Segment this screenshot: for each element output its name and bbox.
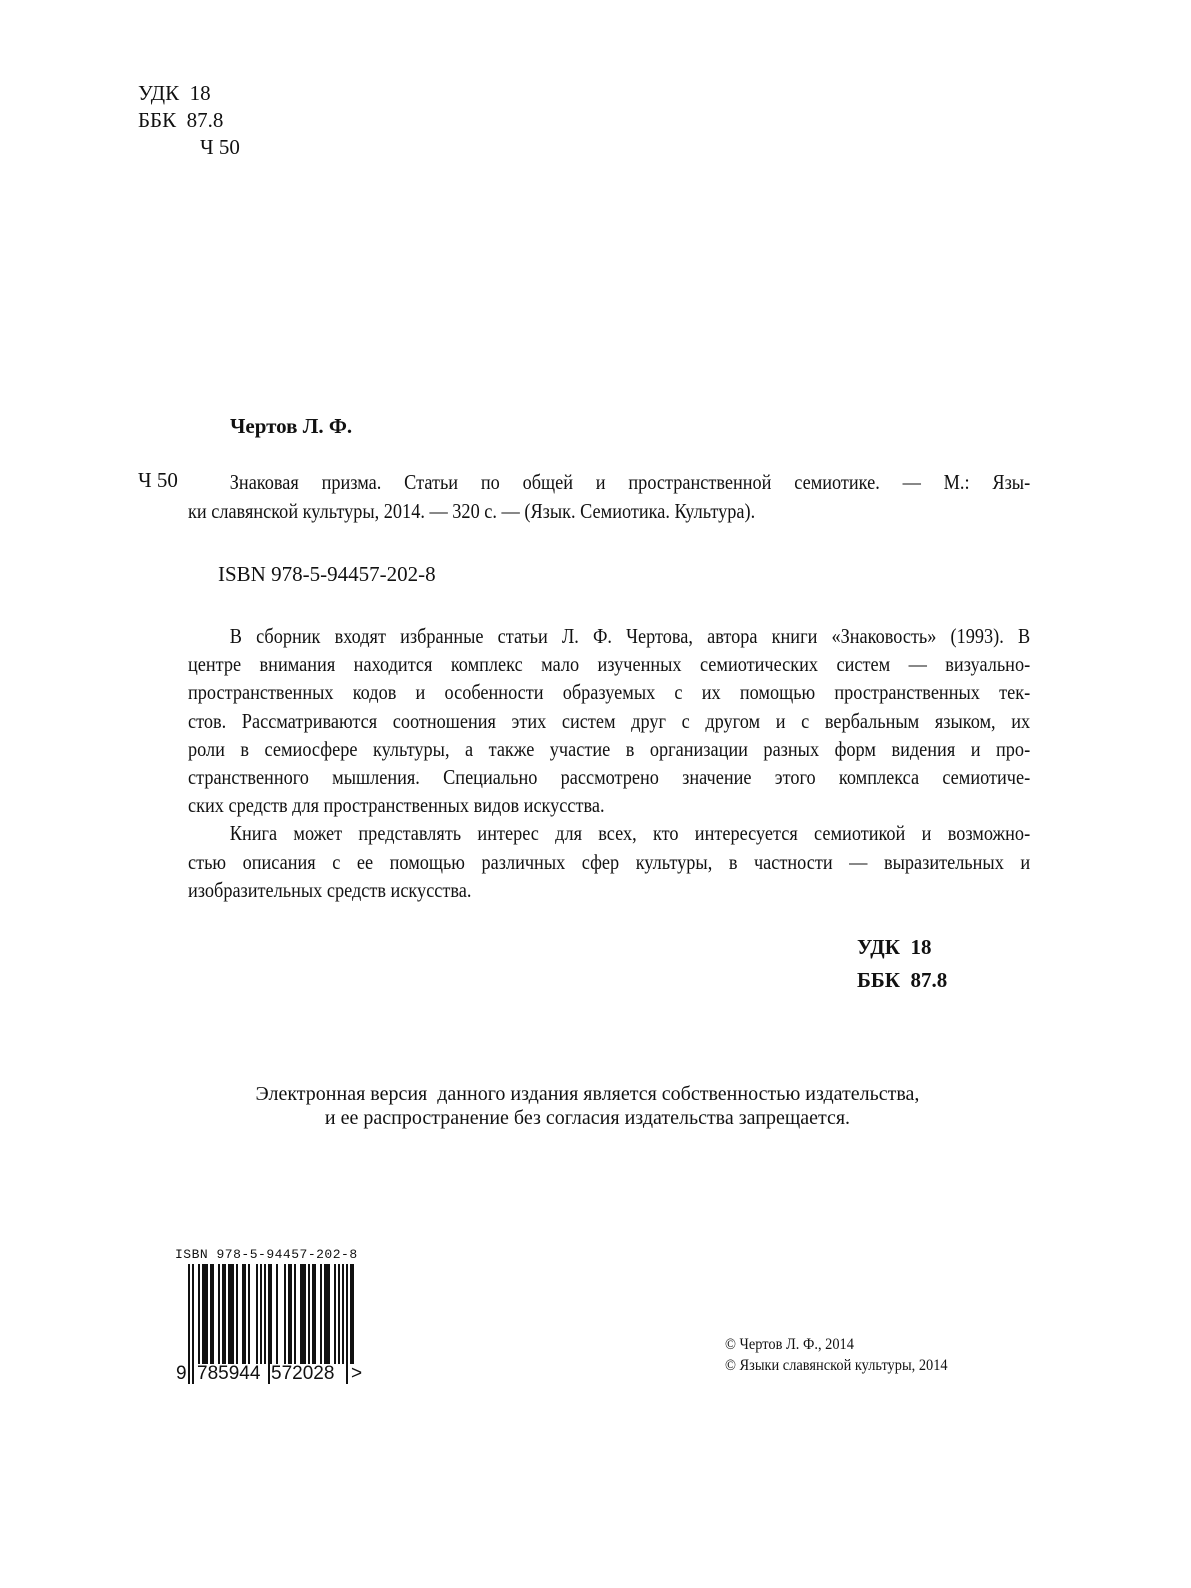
barcode-bar	[300, 1264, 306, 1364]
classification-header	[138, 80, 240, 161]
barcode-digits-left: 785944	[197, 1363, 261, 1384]
abstract-line: центре внимания находится комплекс мало изученных семиотических систем — визуально-	[188, 652, 1031, 677]
barcode-bar	[242, 1264, 246, 1364]
barcode-bar	[284, 1264, 286, 1364]
barcode-bar	[338, 1264, 340, 1364]
barcode-bar	[276, 1264, 278, 1364]
bbk-code: ББК 87.8	[138, 108, 224, 132]
copyright-notice	[0, 1082, 1175, 1130]
author-mark: Ч 50	[200, 135, 240, 159]
barcode-bar	[312, 1264, 316, 1364]
udk-code-bottom: УДК 18	[857, 935, 932, 959]
barcode-bar	[294, 1264, 296, 1364]
isbn: ISBN 978-5-94457-202-8	[218, 562, 436, 586]
barcode-bar	[192, 1264, 194, 1384]
citation-mark: Ч 50	[138, 468, 178, 492]
copyright	[725, 1334, 972, 1376]
citation-line: Знаковая призма. Статьи по общей и пространственной семиотике. — М.: Язы-	[229, 470, 1031, 494]
bottom-codes	[857, 931, 947, 997]
author-name: Чертов Л. Ф.	[230, 414, 353, 438]
barcode-bar	[256, 1264, 258, 1364]
abstract	[188, 622, 1030, 904]
abstract-line: странственного мышления. Специально рассмотрено значение этого комплекса семиотиче-	[188, 765, 1031, 790]
barcode-bar	[210, 1264, 214, 1364]
barcode-bar	[320, 1264, 322, 1364]
notice-line: и ее распространение без согласия издательства запрещается.	[324, 1107, 851, 1129]
abstract-line: роли в семиосфере культуры, а также участие в организации разных форм видения и про-	[188, 736, 1031, 761]
barcode-digit-first: 9	[176, 1363, 187, 1384]
udk-code: УДК 18	[138, 81, 211, 105]
barcode-bar	[248, 1264, 250, 1364]
barcode-end-mark: >	[351, 1363, 363, 1384]
barcode-isbn-text: ISBN 978-5-94457-202-8	[175, 1247, 358, 1262]
abstract-line: В сборник входят избранные статьи Л. Ф. Чертова, автора книги «Знаковость» (1993). В	[229, 624, 1031, 648]
abstract-line: изобразительных средств искусства.	[188, 877, 472, 902]
barcode-bar	[188, 1264, 190, 1384]
barcode-bar	[342, 1264, 344, 1364]
copyright-line: © Языки славянской культуры, 2014	[725, 1357, 948, 1374]
abstract-line: Книга может представлять интерес для всех, кто интересуется семиотикой и возможно-	[229, 821, 1031, 846]
abstract-line: стов. Рассматриваются соотношения этих систем друг с другом и с вербальным языком, их	[188, 708, 1031, 733]
barcode-bar	[202, 1264, 208, 1364]
barcode-bar	[324, 1264, 330, 1364]
copyright-line: © Чертов Л. Ф., 2014	[725, 1336, 854, 1353]
barcode-bar	[346, 1264, 348, 1384]
barcode-bar	[288, 1264, 292, 1364]
barcode-bar	[334, 1264, 336, 1364]
citation-line: ки славянской культуры, 2014. — 320 с. — (Язык. Семиотика. Культура).	[188, 499, 756, 523]
citation	[188, 468, 1030, 526]
barcode-bar	[218, 1264, 220, 1364]
barcode-bar	[308, 1264, 310, 1364]
notice-line: Электронная версия данного издания является собственностью издательства,	[255, 1083, 920, 1105]
barcode-bar	[222, 1264, 226, 1364]
barcode-digits-right: 572028	[271, 1363, 335, 1384]
barcode-bar	[228, 1264, 234, 1364]
barcode-bar	[260, 1264, 262, 1364]
barcode-bar	[198, 1264, 200, 1364]
abstract-line: ских средств для пространственных видов искусства.	[188, 793, 605, 818]
abstract-line: стью описания с ее помощью различных сфер культуры, в частности — выразительных и	[188, 849, 1031, 874]
barcode-bar	[236, 1264, 238, 1364]
barcode-bar	[264, 1264, 266, 1364]
abstract-line: пространственных кодов и особенности образуемых с их помощью пространственных тек-	[188, 680, 1031, 705]
bbk-code-bottom: ББК 87.8	[857, 968, 948, 992]
